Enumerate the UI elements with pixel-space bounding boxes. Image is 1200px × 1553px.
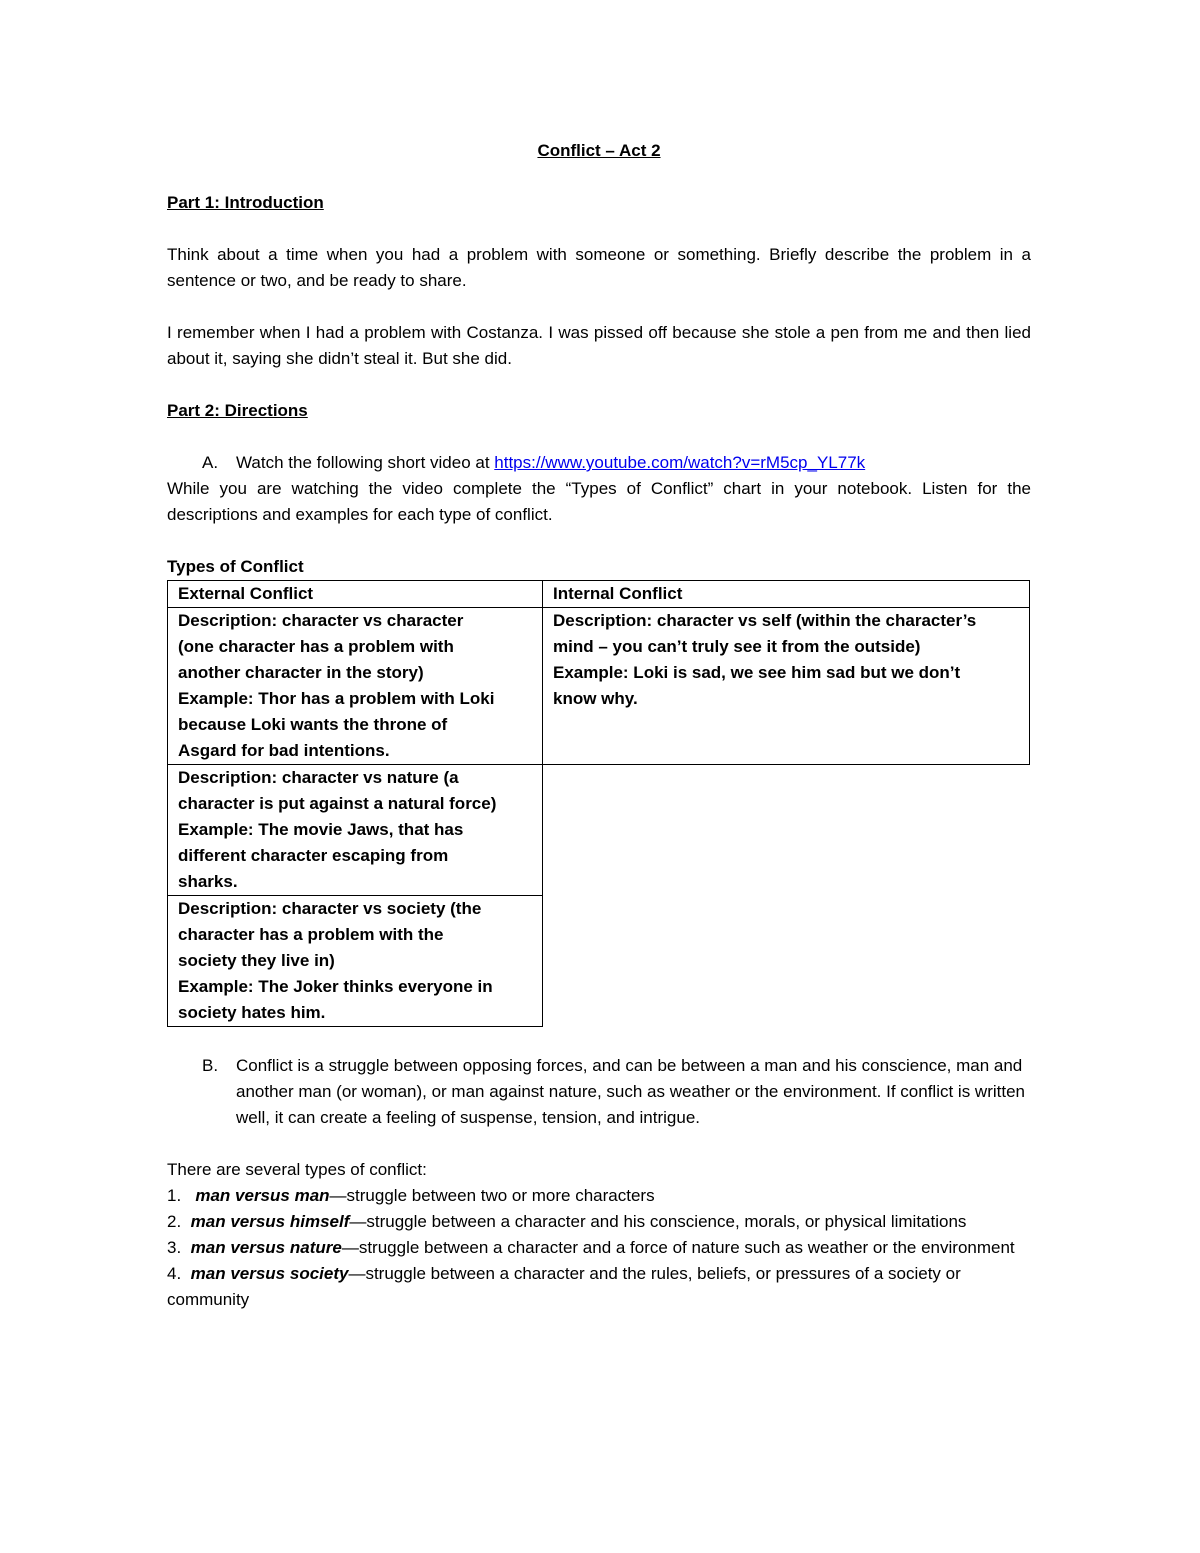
item-number: 1. <box>167 1186 182 1205</box>
cell-line: Example: Loki is sad, we see him sad but we don’t <box>553 663 961 682</box>
page-title: Conflict – Act 2 <box>537 141 661 160</box>
cell-line: society they live in) <box>178 951 335 970</box>
part2-heading: Part 2: Directions <box>167 401 308 420</box>
cell-character-vs-self <box>543 608 1030 765</box>
item-b-text: Conflict is a struggle between opposing forces, and can be between a man and his conscience, man and another man (or woman), or man against nature, such as weather or the environment. If conflict is written well, it can create a feeling of suspense, tension, and intrigue. <box>236 1056 1025 1127</box>
item-a-label: A. <box>202 453 219 472</box>
cell-line: another character in the story) <box>178 663 424 682</box>
item-a <box>167 450 1031 476</box>
table-header-row <box>168 581 1030 608</box>
table-row <box>168 896 1030 1027</box>
cell-character-vs-nature <box>168 765 543 896</box>
part1-prompt: Think about a time when you had a problem with someone or something. Briefly describe the problem in a sentence or two, and be ready to share. <box>167 245 1031 290</box>
item-number: 3. <box>167 1238 182 1257</box>
cell-line: Asgard for bad intentions. <box>178 741 390 760</box>
empty-cell <box>543 765 1030 896</box>
empty-cell <box>543 896 1030 1027</box>
part1-answer: I remember when I had a problem with Costanza. I was pissed off because she stole a pen from me and then lied about it, saying she didn’t steal it. But she did. <box>167 323 1031 368</box>
table-title: Types of Conflict <box>167 557 304 576</box>
cell-line: character is put against a natural force) <box>178 794 497 813</box>
part1-heading: Part 1: Introduction <box>167 193 324 212</box>
cell-line: Description: character vs nature (a <box>178 768 459 787</box>
cell-line: because Loki wants the throne of <box>178 715 448 734</box>
header-internal: Internal Conflict <box>543 581 1030 608</box>
conflict-table <box>167 580 1030 1027</box>
item-desc: —struggle between a character and a force of nature such as weather or the environment <box>341 1238 1015 1257</box>
item-a-text: Watch the following short video at <box>236 453 495 472</box>
cell-line: mind – you can’t truly see it from the outside) <box>553 637 921 656</box>
cell-line: Description: character vs self (within the character’s <box>553 611 977 630</box>
cell-line: (one character has a problem with <box>178 637 454 656</box>
item-term: man versus society <box>190 1264 349 1283</box>
item-number: 4. <box>167 1264 182 1283</box>
cell-line: Example: The Joker thinks everyone in <box>178 977 493 996</box>
list-item <box>167 1261 1031 1313</box>
item-desc: —struggle between a character and his conscience, morals, or physical limitations <box>349 1212 967 1231</box>
cell-character-vs-society <box>168 896 543 1027</box>
list-item <box>167 1209 1031 1235</box>
document-page <box>167 138 1031 1313</box>
conflict-types-list <box>167 1157 1031 1313</box>
item-b-label: B. <box>202 1056 219 1075</box>
cell-line: society hates him. <box>178 1003 326 1022</box>
item-term: man versus man <box>195 1186 330 1205</box>
item-b <box>167 1053 1031 1131</box>
cell-line: Example: The movie Jaws, that has <box>178 820 464 839</box>
list-item <box>167 1183 1031 1209</box>
item-number: 2. <box>167 1212 182 1231</box>
item-desc: —struggle between two or more characters <box>329 1186 655 1205</box>
item-term: man versus himself <box>190 1212 350 1231</box>
cell-line: Description: character vs character <box>178 611 464 630</box>
types-intro: There are several types of conflict: <box>167 1160 427 1179</box>
item-desc: —struggle between a character and the rules, beliefs, or pressures of a society or community <box>167 1264 961 1309</box>
table-row <box>168 765 1030 896</box>
header-external: External Conflict <box>168 581 543 608</box>
video-link[interactable]: https://www.youtube.com/watch?v=rM5cp_YL77k <box>494 453 866 472</box>
table-row <box>168 608 1030 765</box>
list-item <box>167 1235 1031 1261</box>
part2-instructions: While you are watching the video complete the “Types of Conflict” chart in your notebook. Listen for the descriptions and examples for each type of conflict. <box>167 479 1031 524</box>
cell-line: different character escaping from <box>178 846 449 865</box>
cell-character-vs-character <box>168 608 543 765</box>
item-term: man versus nature <box>190 1238 342 1257</box>
cell-line: know why. <box>553 689 638 708</box>
cell-line: Example: Thor has a problem with Loki <box>178 689 495 708</box>
cell-line: Description: character vs society (the <box>178 899 482 918</box>
cell-line: character has a problem with the <box>178 925 444 944</box>
cell-line: sharks. <box>178 872 238 891</box>
